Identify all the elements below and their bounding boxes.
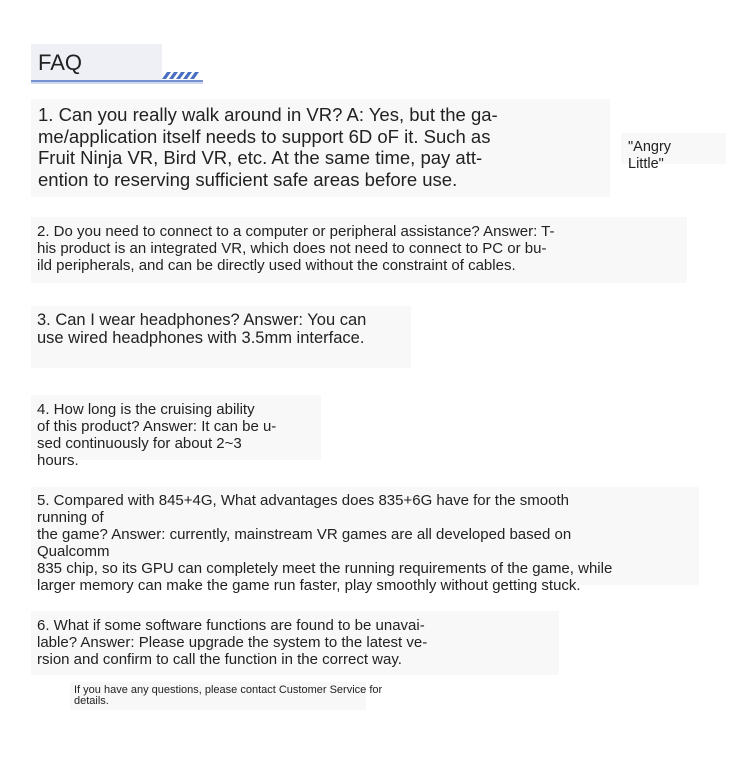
side-note-line: "Angry (628, 139, 672, 155)
faq-item-2-line: ild peripherals, and can be directly used without the constraint of cables. (37, 257, 516, 274)
faq-item-6-line: 6. What if some software functions are found to be unavai- (37, 617, 425, 634)
faq-item-1-line: Fruit Ninja VR, Bird VR, etc. At the same time, pay att- (38, 147, 483, 168)
faq-item-5-line: Qualcomm (37, 543, 110, 560)
faq-item-1-line: ention to reserving sufficient safe areas before use. (38, 168, 458, 190)
page-title: FAQ (38, 50, 83, 75)
faq-item-2-line: his product is an integrated VR, which does not need to connect to PC or bu- (37, 240, 547, 257)
header-underline-decoration (31, 70, 203, 86)
faq-item-4-line: of this product? Answer: It can be u- (37, 418, 277, 435)
faq-item-3-line: 3. Can I wear headphones? Answer: You can (37, 311, 367, 329)
faq-item-2-line: 2. Do you need to connect to a computer or peripheral assistance? Answer: T- (37, 223, 555, 240)
faq-item-5-line: larger memory can make the game run faster, play smoothly without getting stuck. (37, 577, 581, 594)
faq-item-6-line: rsion and confirm to call the function in the correct way. (37, 651, 402, 668)
faq-item-3-line: use wired headphones with 3.5mm interface. (37, 329, 365, 347)
faq-item-1-line: 1. Can you really walk around in VR? A: Yes, but the ga- (38, 104, 498, 125)
faq-item-5-line: running of (37, 509, 104, 526)
footer-note-line: If you have any questions, please contact Customer Service for (74, 684, 383, 696)
faq-item-4-line: 4. How long is the cruising ability (37, 401, 255, 418)
faq-item-5-line: the game? Answer: currently, mainstream VR games are all developed based on (37, 526, 572, 543)
faq-item-4-line: hours. (37, 452, 79, 469)
faq-item-5-line: 835 chip, so its GPU can completely meet the running requirements of the game, while (37, 560, 613, 577)
side-note-line: Little" (628, 156, 664, 172)
faq-item-6-line: lable? Answer: Please upgrade the system to the latest ve- (37, 634, 428, 651)
faq-item-1-line: me/application itself needs to support 6D oF it. Such as (38, 125, 491, 147)
faq-item-5-line: 5. Compared with 845+4G, What advantages does 835+6G have for the smooth (37, 492, 569, 509)
footer-note-line: details. (74, 695, 109, 707)
faq-item-4-line: sed continuously for about 2~3 (37, 435, 242, 452)
